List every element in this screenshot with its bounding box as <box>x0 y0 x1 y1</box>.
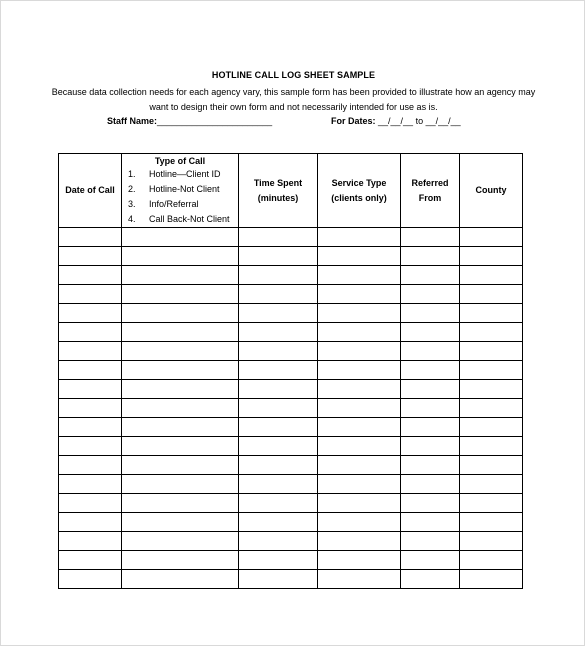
cell-date-of-call[interactable] <box>59 456 122 475</box>
cell-type-of-call[interactable] <box>122 399 239 418</box>
cell-county[interactable] <box>460 456 523 475</box>
table-row <box>59 228 523 247</box>
cell-date-of-call[interactable] <box>59 247 122 266</box>
cell-time-spent[interactable] <box>239 551 318 570</box>
cell-date-of-call[interactable] <box>59 285 122 304</box>
cell-type-of-call[interactable] <box>122 418 239 437</box>
call-type-label: Call Back-Not Client <box>149 214 230 224</box>
cell-county[interactable] <box>460 380 523 399</box>
cell-referred-from[interactable] <box>401 513 460 532</box>
cell-service-type[interactable] <box>318 323 401 342</box>
cell-type-of-call[interactable] <box>122 551 239 570</box>
cell-referred-from[interactable] <box>401 247 460 266</box>
cell-county[interactable] <box>460 342 523 361</box>
cell-time-spent[interactable] <box>239 285 318 304</box>
table-row <box>59 399 523 418</box>
cell-service-type[interactable] <box>318 247 401 266</box>
cell-referred-from[interactable] <box>401 551 460 570</box>
call-type-item <box>122 167 238 182</box>
call-type-item <box>122 182 238 197</box>
table-row <box>59 266 523 285</box>
cell-service-type[interactable] <box>318 418 401 437</box>
table-row <box>59 551 523 570</box>
cell-date-of-call[interactable] <box>59 475 122 494</box>
table-row <box>59 323 523 342</box>
cell-service-type[interactable] <box>318 285 401 304</box>
cell-service-type[interactable] <box>318 304 401 323</box>
cell-time-spent[interactable] <box>239 228 318 247</box>
cell-date-of-call[interactable] <box>59 228 122 247</box>
staff-name-field[interactable] <box>107 116 272 126</box>
call-log-table <box>58 153 523 589</box>
staff-name-blank[interactable]: _______________________ <box>157 116 273 126</box>
cell-service-type[interactable] <box>318 532 401 551</box>
cell-time-spent[interactable] <box>239 323 318 342</box>
cell-date-of-call[interactable] <box>59 570 122 589</box>
table-row <box>59 494 523 513</box>
cell-service-type[interactable] <box>318 513 401 532</box>
cell-date-of-call[interactable] <box>59 513 122 532</box>
cell-referred-from[interactable] <box>401 361 460 380</box>
cell-time-spent[interactable] <box>239 361 318 380</box>
cell-type-of-call[interactable] <box>122 456 239 475</box>
table-row <box>59 418 523 437</box>
header-service-type: Service Type (clients only) <box>318 154 401 228</box>
cell-county[interactable] <box>460 437 523 456</box>
table-row <box>59 456 523 475</box>
cell-referred-from[interactable] <box>401 323 460 342</box>
call-type-number: 2. <box>128 184 136 194</box>
cell-county[interactable] <box>460 551 523 570</box>
call-type-number: 3. <box>128 199 136 209</box>
cell-county[interactable] <box>460 247 523 266</box>
header-type-of-call <box>122 154 239 228</box>
cell-type-of-call[interactable] <box>122 266 239 285</box>
cell-county[interactable] <box>460 266 523 285</box>
call-type-label: Info/Referral <box>149 199 199 209</box>
cell-date-of-call[interactable] <box>59 399 122 418</box>
cell-service-type[interactable] <box>318 570 401 589</box>
cell-county[interactable] <box>460 418 523 437</box>
cell-type-of-call[interactable] <box>122 380 239 399</box>
cell-time-spent[interactable] <box>239 380 318 399</box>
cell-referred-from[interactable] <box>401 342 460 361</box>
cell-referred-from[interactable] <box>401 228 460 247</box>
intro-line-1: Because data collection needs for each agency vary, this sample form has been provided to illustrate how an agency may <box>51 87 536 97</box>
cell-time-spent[interactable] <box>239 304 318 323</box>
header-date-of-call: Date of Call <box>59 154 122 228</box>
table-row <box>59 342 523 361</box>
cell-service-type[interactable] <box>318 437 401 456</box>
cell-referred-from[interactable] <box>401 456 460 475</box>
cell-type-of-call[interactable] <box>122 513 239 532</box>
cell-county[interactable] <box>460 304 523 323</box>
cell-referred-from[interactable] <box>401 532 460 551</box>
cell-date-of-call[interactable] <box>59 304 122 323</box>
cell-type-of-call[interactable] <box>122 532 239 551</box>
table-row <box>59 285 523 304</box>
table-row <box>59 513 523 532</box>
cell-referred-from[interactable] <box>401 475 460 494</box>
cell-time-spent[interactable] <box>239 570 318 589</box>
call-type-list <box>122 167 238 227</box>
cell-referred-from[interactable] <box>401 570 460 589</box>
cell-time-spent[interactable] <box>239 475 318 494</box>
cell-service-type[interactable] <box>318 456 401 475</box>
cell-type-of-call[interactable] <box>122 475 239 494</box>
cell-county[interactable] <box>460 399 523 418</box>
table-row <box>59 570 523 589</box>
cell-referred-from[interactable] <box>401 437 460 456</box>
header-time-spent: Time Spent (minutes) <box>239 154 318 228</box>
table-row <box>59 532 523 551</box>
cell-time-spent[interactable] <box>239 342 318 361</box>
table-row <box>59 361 523 380</box>
call-type-label: Hotline-Not Client <box>149 184 220 194</box>
cell-service-type[interactable] <box>318 494 401 513</box>
cell-type-of-call[interactable] <box>122 285 239 304</box>
cell-referred-from[interactable] <box>401 494 460 513</box>
header-referred-from: Referred From <box>401 154 460 228</box>
cell-date-of-call[interactable] <box>59 380 122 399</box>
cell-time-spent[interactable] <box>239 247 318 266</box>
for-dates-label: For Dates: <box>331 116 376 126</box>
document-title: HOTLINE CALL LOG SHEET SAMPLE <box>211 70 376 80</box>
cell-service-type[interactable] <box>318 399 401 418</box>
cell-service-type[interactable] <box>318 228 401 247</box>
cell-service-type[interactable] <box>318 342 401 361</box>
cell-date-of-call[interactable] <box>59 342 122 361</box>
type-of-call-title: Type of Call <box>154 156 206 166</box>
table-row <box>59 437 523 456</box>
cell-time-spent[interactable] <box>239 437 318 456</box>
cell-type-of-call[interactable] <box>122 304 239 323</box>
cell-county[interactable] <box>460 494 523 513</box>
cell-time-spent[interactable] <box>239 494 318 513</box>
cell-type-of-call[interactable] <box>122 570 239 589</box>
cell-time-spent[interactable] <box>239 399 318 418</box>
cell-service-type[interactable] <box>318 475 401 494</box>
cell-date-of-call[interactable] <box>59 532 122 551</box>
cell-referred-from[interactable] <box>401 380 460 399</box>
cell-county[interactable] <box>460 361 523 380</box>
cell-county[interactable] <box>460 570 523 589</box>
cell-type-of-call[interactable] <box>122 342 239 361</box>
cell-referred-from[interactable] <box>401 266 460 285</box>
cell-county[interactable] <box>460 532 523 551</box>
call-type-number: 1. <box>128 169 136 179</box>
cell-time-spent[interactable] <box>239 456 318 475</box>
call-type-item <box>122 197 238 212</box>
cell-date-of-call[interactable] <box>59 494 122 513</box>
cell-date-of-call[interactable] <box>59 418 122 437</box>
cell-date-of-call[interactable] <box>59 437 122 456</box>
header-county: County <box>460 154 523 228</box>
call-log-body <box>59 228 523 589</box>
cell-county[interactable] <box>460 323 523 342</box>
cell-date-of-call[interactable] <box>59 361 122 380</box>
cell-type-of-call[interactable] <box>122 323 239 342</box>
cell-type-of-call[interactable] <box>122 228 239 247</box>
cell-referred-from[interactable] <box>401 285 460 304</box>
cell-referred-from[interactable] <box>401 399 460 418</box>
intro-text <box>1 85 585 115</box>
call-type-item <box>122 212 238 227</box>
cell-time-spent[interactable] <box>239 532 318 551</box>
table-header-row <box>59 154 523 228</box>
cell-time-spent[interactable] <box>239 513 318 532</box>
cell-county[interactable] <box>460 475 523 494</box>
cell-county[interactable] <box>460 228 523 247</box>
cell-date-of-call[interactable] <box>59 551 122 570</box>
table-row <box>59 475 523 494</box>
table-row <box>59 380 523 399</box>
call-type-number: 4. <box>128 214 136 224</box>
cell-service-type[interactable] <box>318 551 401 570</box>
cell-county[interactable] <box>460 513 523 532</box>
cell-referred-from[interactable] <box>401 304 460 323</box>
intro-line-2: want to design their own form and not necessarily intended for use as is. <box>149 102 438 112</box>
staff-name-label: Staff Name: <box>107 116 158 126</box>
table-row <box>59 304 523 323</box>
cell-referred-from[interactable] <box>401 418 460 437</box>
call-type-label: Hotline—Client ID <box>149 169 221 179</box>
cell-county[interactable] <box>460 285 523 304</box>
cell-time-spent[interactable] <box>239 266 318 285</box>
cell-service-type[interactable] <box>318 361 401 380</box>
cell-type-of-call[interactable] <box>122 247 239 266</box>
table-row <box>59 247 523 266</box>
cell-type-of-call[interactable] <box>122 361 239 380</box>
cell-type-of-call[interactable] <box>122 494 239 513</box>
cell-date-of-call[interactable] <box>59 266 122 285</box>
cell-date-of-call[interactable] <box>59 323 122 342</box>
for-dates-blank[interactable]: __/__/__ to __/__/__ <box>378 116 461 126</box>
cell-service-type[interactable] <box>318 380 401 399</box>
cell-time-spent[interactable] <box>239 418 318 437</box>
cell-type-of-call[interactable] <box>122 437 239 456</box>
for-dates-field[interactable] <box>331 116 461 126</box>
cell-service-type[interactable] <box>318 266 401 285</box>
